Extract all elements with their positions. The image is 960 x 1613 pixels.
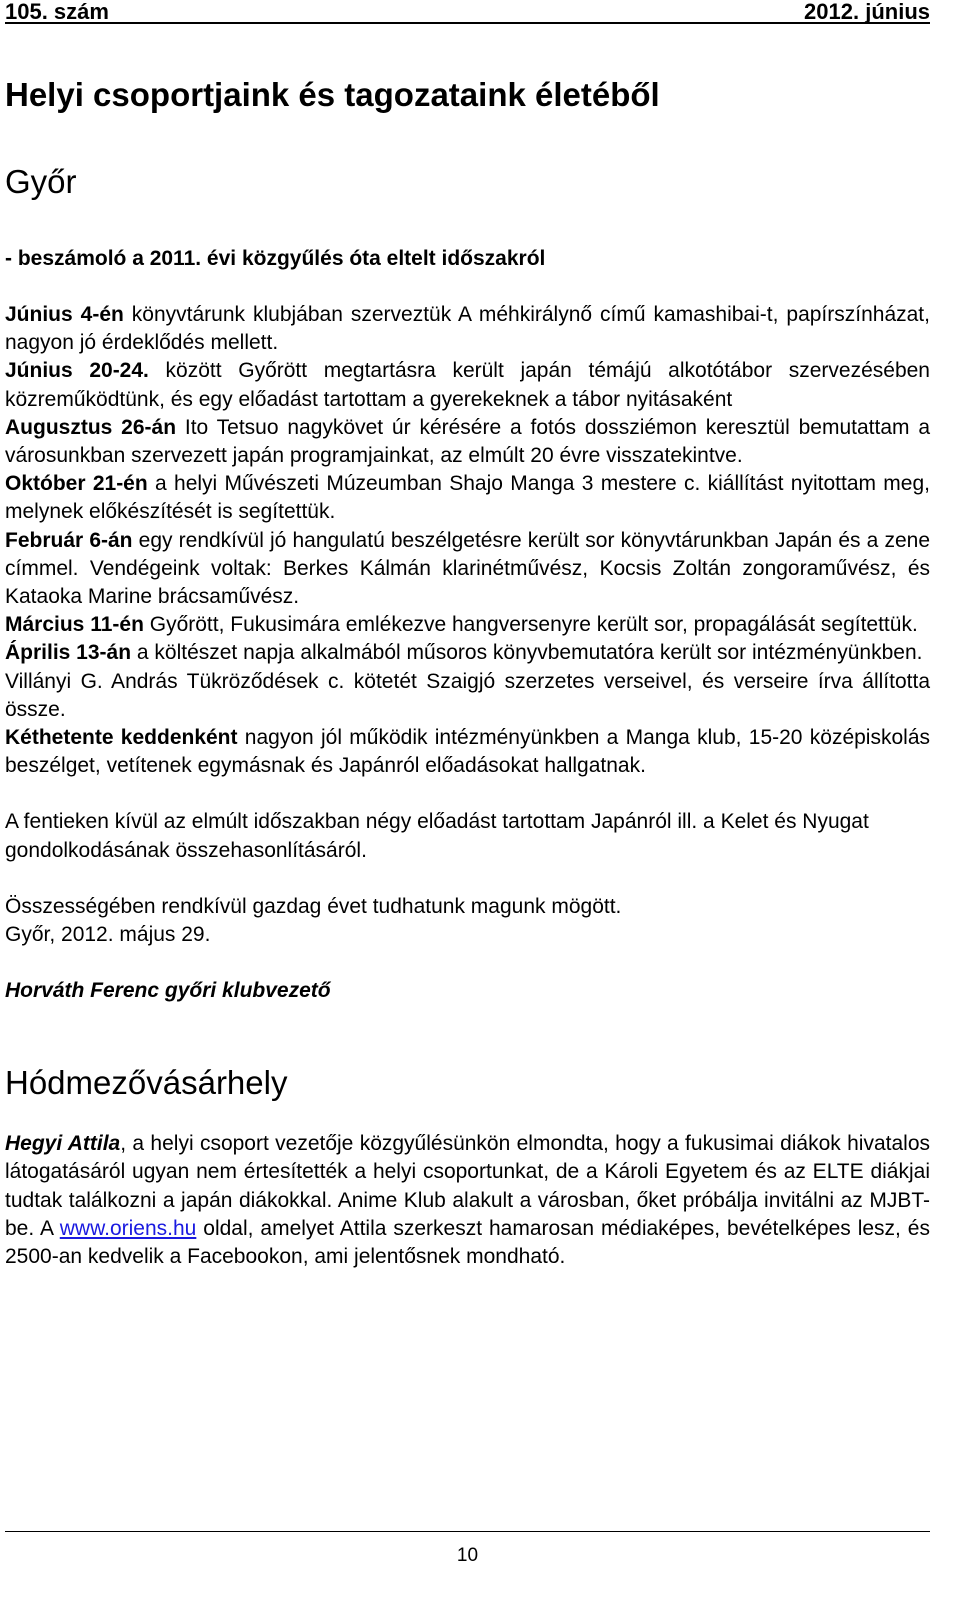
event-item: [5, 639, 930, 667]
event-date: Augusztus 26-án: [5, 415, 177, 439]
issue-number: 105. szám: [5, 0, 109, 24]
issue-date: 2012. június: [804, 0, 930, 24]
event-text: Győrött, Fukusimára emlékezve hangversenyre került sor, propagálását segítettük.: [143, 613, 918, 637]
hodmezo-paragraph: [5, 1130, 930, 1271]
article: [5, 70, 930, 1271]
event-item: [5, 527, 930, 612]
event-date: Október 21-én: [5, 472, 148, 496]
event-item: [5, 668, 930, 724]
event-text: között Győrött megtartásra került japán témájú alkotótábor szervezésében közreműködtünk, és egy előadást tartottam a gyerekeknek a tábor nyitásaként: [5, 359, 930, 411]
event-text: a költészet napja alkalmából műsoros könyvbemutatóra került sor intézményünkben.: [131, 641, 923, 665]
event-item: [5, 301, 930, 357]
signature: Horváth Ferenc győri klubvezető: [5, 979, 331, 1003]
summary-paragraph: Összességében rendkívül gazdag évet tudhatunk magunk mögött.: [5, 894, 622, 918]
person-name: Hegyi Attila: [5, 1132, 121, 1156]
event-text: Ito Tetsuo nagykövet úr kérésére a fotós dossziémon keresztül bemutattam a városunkban szervezett japán programjainkat, az elmúlt 20 évre visszatekintve.: [5, 415, 930, 468]
page-header: [5, 0, 930, 24]
oriens-link[interactable]: www.oriens.hu: [59, 1216, 197, 1240]
event-item: [5, 470, 930, 526]
event-list: [5, 301, 930, 780]
event-text: a helyi Művészeti Múzeumban Shajo Manga 3 mestere c. kiállítást nyitottam meg, melynek előkészítését is segítettük.: [5, 472, 930, 524]
section-heading-gyor: Győr: [5, 163, 77, 200]
footer-divider: [5, 1531, 930, 1532]
place-date: Győr, 2012. május 29.: [5, 923, 211, 947]
event-text: egy rendkívül jó hangulatú beszélgetésre került sor könyvtárunkban Japán és a zene címmel. Vendégeink voltak: Berkes Kálmán klarinétművész, Kocsis Zoltán zongoraművész, és Kataoka Marine brácsaművész.: [5, 528, 931, 609]
page-title: Helyi csoportjaink és tagozataink életéből: [5, 76, 660, 113]
event-item: [5, 724, 930, 780]
event-text: nagyon jól működik intézményünkben a Manga klub, 15-20 középiskolás beszélget, vetítenek egymásnak és Japánról előadásokat hallgatnak.: [5, 726, 930, 778]
paragraph-text: oldal, amelyet Attila szerkeszt hamarosan médiaképes, bevételképes lesz, és 2500-an kedvelik a Facebookon, ami jelentősnek mondható.: [5, 1216, 930, 1269]
page-number: 10: [456, 1545, 479, 1566]
event-date: Június 20-24.: [5, 359, 149, 383]
section-heading-hodmezovasarhely: Hódmezővásárhely: [5, 1064, 288, 1102]
event-date: Március 11-én: [5, 613, 144, 637]
paragraph-text: , a helyi csoport vezetője közgyűlésünkön elmondta, hogy a fukusimai diákok hivatalos látogatásáról ugyan nem értesítették a helyi csoportunkat, de a Károli Egyetem és az ELTE diákjai tudtak találkozni a japán diákokkal. Anime Klub alakult a városban, őket próbálja invitálni az MJBT-be. A: [5, 1132, 930, 1240]
event-item: [5, 611, 930, 639]
event-date: Február 6-án: [5, 528, 133, 552]
section-subtitle: - beszámoló a 2011. évi közgyűlés óta eltelt időszakról: [5, 247, 546, 270]
event-text: Villányi G. András Tükröződések c. kötetét Szaigjó szerzetes verseivel, és verseire írva állította össze.: [5, 669, 930, 721]
event-date: Kéthetente keddenként: [5, 726, 238, 750]
event-item: [5, 357, 930, 413]
event-text: könyvtárunk klubjában szerveztük A méhkirálynő című kamashibai-t, papírszínházat, nagyon jó érdeklődés mellett.: [5, 303, 930, 355]
extra-paragraph: A fentieken kívül az elmúlt időszakban négy előadást tartottam Japánról ill. a Kelet és Nyugat gondolkodásának összehasonlításáról.: [5, 810, 869, 862]
event-date: Április 13-án: [5, 641, 132, 665]
event-date: Június 4-én: [5, 303, 124, 326]
event-item: [5, 414, 930, 470]
